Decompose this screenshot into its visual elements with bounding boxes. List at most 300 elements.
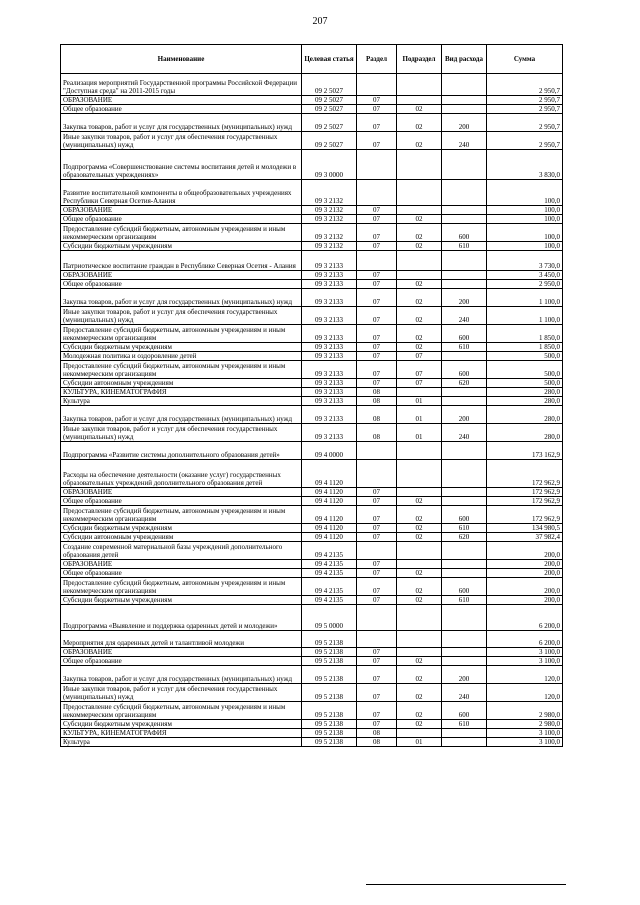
row-target: 09 4 0000: [302, 442, 357, 460]
table-row: [61, 442, 563, 460]
table-row: [61, 271, 563, 280]
row-target: 09 3 2133: [302, 397, 357, 406]
table-row: [61, 460, 563, 488]
row-section: [357, 605, 397, 631]
row-target: 09 5 2138: [302, 657, 357, 666]
row-target: 09 4 2135: [302, 569, 357, 578]
row-target: 09 5 2138: [302, 702, 357, 720]
row-subsection: 02: [397, 114, 442, 132]
row-name: Иные закупки товаров, работ и услуг для обеспечения государственных (муниципальных) нужд: [61, 424, 302, 442]
row-name: Предоставление субсидий бюджетным, автономным учреждениям и иным некоммерческим организациям: [61, 578, 302, 596]
table-row: [61, 666, 563, 684]
row-target: 09 4 2135: [302, 542, 357, 560]
row-subsection: 02: [397, 666, 442, 684]
row-target: 09 4 1120: [302, 524, 357, 533]
row-section: 07: [357, 488, 397, 497]
page-number: 207: [312, 16, 328, 27]
row-name: Расходы на обеспечение деятельности (оказание услуг) государственных образовательных учреждений дополнительного образования детей: [61, 460, 302, 488]
table-row: [61, 596, 563, 605]
header-name: Наименование: [61, 45, 302, 74]
table-row: [61, 74, 563, 96]
row-target: 09 3 2133: [302, 406, 357, 424]
row-subsection: 02: [397, 343, 442, 352]
row-name: Создание современной материальной базы учреждений дополнительного образования детей: [61, 542, 302, 560]
row-name: Общее образование: [61, 280, 302, 289]
table-row: [61, 280, 563, 289]
row-expense-type: 610: [442, 343, 487, 352]
table-row: [61, 738, 563, 747]
row-expense-type: 200: [442, 289, 487, 307]
row-expense-type: 620: [442, 533, 487, 542]
row-name: Предоставление субсидий бюджетным, автономным учреждениям и иным некоммерческим организациям: [61, 325, 302, 343]
row-name: ОБРАЗОВАНИЕ: [61, 206, 302, 215]
header-target: Целевая статья: [302, 45, 357, 74]
row-name: КУЛЬТУРА, КИНЕМАТОГРАФИЯ: [61, 729, 302, 738]
row-section: [357, 460, 397, 488]
row-expense-type: [442, 251, 487, 271]
row-amount: 2 950,7: [487, 74, 563, 96]
row-subsection: [397, 605, 442, 631]
row-amount: 100,0: [487, 180, 563, 206]
row-amount: 200,0: [487, 560, 563, 569]
row-expense-type: 240: [442, 132, 487, 150]
header-section: Раздел: [357, 45, 397, 74]
table-row: [61, 497, 563, 506]
row-section: 07: [357, 352, 397, 361]
row-expense-type: [442, 460, 487, 488]
row-name: Предоставление субсидий бюджетным, автономным учреждениям и иным некоммерческим организациям: [61, 224, 302, 242]
table-row: [61, 105, 563, 114]
row-name: Патриотическое воспитание граждан в Республике Северная Осетия - Алания: [61, 251, 302, 271]
row-expense-type: 240: [442, 684, 487, 702]
row-name: Общее образование: [61, 215, 302, 224]
table-row: [61, 631, 563, 648]
table-row: [61, 657, 563, 666]
table-row: [61, 242, 563, 251]
table-row: [61, 343, 563, 352]
row-section: [357, 150, 397, 180]
row-section: 07: [357, 271, 397, 280]
row-amount: 6 200,0: [487, 605, 563, 631]
row-target: 09 3 2133: [302, 271, 357, 280]
row-expense-type: [442, 605, 487, 631]
row-subsection: 02: [397, 224, 442, 242]
table-row: [61, 729, 563, 738]
table-row: [61, 648, 563, 657]
row-subsection: 07: [397, 361, 442, 379]
row-section: 07: [357, 648, 397, 657]
row-target: 09 4 2135: [302, 596, 357, 605]
row-section: 07: [357, 215, 397, 224]
table-row: [61, 424, 563, 442]
row-amount: 200,0: [487, 596, 563, 605]
row-expense-type: [442, 271, 487, 280]
row-section: 07: [357, 132, 397, 150]
row-target: 09 5 2138: [302, 738, 357, 747]
table-row: [61, 150, 563, 180]
table-row: [61, 307, 563, 325]
row-name: Общее образование: [61, 657, 302, 666]
row-expense-type: [442, 105, 487, 114]
row-subsection: [397, 180, 442, 206]
row-subsection: [397, 542, 442, 560]
row-subsection: 02: [397, 596, 442, 605]
row-section: 07: [357, 560, 397, 569]
row-amount: 173 162,9: [487, 442, 563, 460]
row-name: Иные закупки товаров, работ и услуг для обеспечения государственных (муниципальных) нужд: [61, 132, 302, 150]
row-amount: 172 962,9: [487, 460, 563, 488]
table-row: [61, 578, 563, 596]
row-name: Культура: [61, 738, 302, 747]
row-section: [357, 542, 397, 560]
row-target: 09 3 2132: [302, 206, 357, 215]
row-amount: 3 100,0: [487, 738, 563, 747]
row-subsection: [397, 150, 442, 180]
row-subsection: 02: [397, 524, 442, 533]
row-subsection: 02: [397, 325, 442, 343]
row-expense-type: 200: [442, 406, 487, 424]
row-target: 09 4 1120: [302, 460, 357, 488]
row-section: 08: [357, 424, 397, 442]
row-amount: 120,0: [487, 684, 563, 702]
row-amount: 37 982,4: [487, 533, 563, 542]
table-row: [61, 397, 563, 406]
row-expense-type: 240: [442, 424, 487, 442]
row-target: 09 3 2133: [302, 307, 357, 325]
row-amount: 3 450,0: [487, 271, 563, 280]
table-row: [61, 114, 563, 132]
row-section: 07: [357, 280, 397, 289]
row-target: 09 3 2133: [302, 280, 357, 289]
row-section: [357, 442, 397, 460]
row-amount: 280,0: [487, 406, 563, 424]
row-amount: 100,0: [487, 206, 563, 215]
row-expense-type: 600: [442, 578, 487, 596]
row-expense-type: [442, 488, 487, 497]
row-expense-type: [442, 738, 487, 747]
row-target: 09 3 2133: [302, 343, 357, 352]
table-header-row: [61, 45, 563, 74]
row-target: 09 2 5027: [302, 132, 357, 150]
table-row: [61, 684, 563, 702]
row-target: 09 3 2133: [302, 325, 357, 343]
table-row: [61, 506, 563, 524]
row-expense-type: [442, 96, 487, 105]
row-target: 09 2 5027: [302, 74, 357, 96]
row-amount: 100,0: [487, 242, 563, 251]
row-target: 09 3 2133: [302, 289, 357, 307]
row-name: Субсидии автономным учреждениям: [61, 379, 302, 388]
row-expense-type: [442, 280, 487, 289]
row-subsection: 02: [397, 242, 442, 251]
row-target: 09 2 5027: [302, 96, 357, 105]
row-section: 07: [357, 379, 397, 388]
row-target: 09 3 2132: [302, 224, 357, 242]
row-section: 07: [357, 325, 397, 343]
row-subsection: [397, 729, 442, 738]
row-target: 09 3 0000: [302, 150, 357, 180]
row-amount: 1 850,0: [487, 325, 563, 343]
row-expense-type: 610: [442, 720, 487, 729]
row-amount: 100,0: [487, 215, 563, 224]
row-expense-type: 240: [442, 307, 487, 325]
row-name: Общее образование: [61, 105, 302, 114]
table-row: [61, 542, 563, 560]
row-expense-type: 200: [442, 114, 487, 132]
row-name: КУЛЬТУРА, КИНЕМАТОГРАФИЯ: [61, 388, 302, 397]
row-target: 09 3 2132: [302, 215, 357, 224]
row-subsection: [397, 388, 442, 397]
row-subsection: [397, 96, 442, 105]
table-row: [61, 215, 563, 224]
row-amount: 172 962,9: [487, 497, 563, 506]
row-subsection: 02: [397, 280, 442, 289]
row-amount: 280,0: [487, 424, 563, 442]
row-expense-type: [442, 215, 487, 224]
row-expense-type: [442, 74, 487, 96]
row-subsection: 01: [397, 424, 442, 442]
row-section: 07: [357, 307, 397, 325]
row-amount: 2 950,7: [487, 132, 563, 150]
row-section: 07: [357, 206, 397, 215]
row-target: 09 3 2133: [302, 361, 357, 379]
row-amount: 200,0: [487, 542, 563, 560]
row-section: [357, 631, 397, 648]
row-amount: 6 200,0: [487, 631, 563, 648]
row-name: ОБРАЗОВАНИЕ: [61, 648, 302, 657]
table-row: [61, 560, 563, 569]
row-section: 07: [357, 702, 397, 720]
row-name: Общее образование: [61, 569, 302, 578]
row-amount: 3 100,0: [487, 657, 563, 666]
row-section: 07: [357, 224, 397, 242]
row-target: 09 4 1120: [302, 506, 357, 524]
row-amount: 3 730,0: [487, 251, 563, 271]
row-section: 07: [357, 242, 397, 251]
row-amount: 200,0: [487, 569, 563, 578]
row-target: 09 2 5027: [302, 105, 357, 114]
row-section: 07: [357, 569, 397, 578]
row-expense-type: [442, 180, 487, 206]
row-name: Субсидии автономным учреждениям: [61, 533, 302, 542]
row-target: 09 4 2135: [302, 578, 357, 596]
row-subsection: 01: [397, 738, 442, 747]
row-subsection: [397, 74, 442, 96]
row-amount: 500,0: [487, 361, 563, 379]
row-expense-type: 620: [442, 379, 487, 388]
row-name: Закупка товаров, работ и услуг для государственных (муниципальных) нужд: [61, 114, 302, 132]
row-subsection: 01: [397, 397, 442, 406]
row-amount: 120,0: [487, 666, 563, 684]
row-section: 08: [357, 729, 397, 738]
row-section: 07: [357, 578, 397, 596]
table-row: [61, 96, 563, 105]
table-row: [61, 720, 563, 729]
row-section: 08: [357, 738, 397, 747]
row-amount: 1 850,0: [487, 343, 563, 352]
table-row: [61, 352, 563, 361]
row-target: 09 5 2138: [302, 631, 357, 648]
row-target: 09 4 2135: [302, 560, 357, 569]
row-target: 09 3 2133: [302, 251, 357, 271]
row-expense-type: [442, 560, 487, 569]
row-name: ОБРАЗОВАНИЕ: [61, 96, 302, 105]
table-row: [61, 488, 563, 497]
header-expense-type: Вид расхода: [442, 45, 487, 74]
row-section: 08: [357, 388, 397, 397]
row-expense-type: [442, 657, 487, 666]
row-amount: 2 980,0: [487, 720, 563, 729]
row-target: 09 4 1120: [302, 497, 357, 506]
row-amount: 500,0: [487, 379, 563, 388]
row-amount: 3 100,0: [487, 729, 563, 738]
row-section: 07: [357, 524, 397, 533]
row-amount: 2 950,7: [487, 114, 563, 132]
row-section: 07: [357, 114, 397, 132]
row-section: 07: [357, 533, 397, 542]
row-section: 07: [357, 666, 397, 684]
row-name: Подпрограмма «Совершенствование системы воспитания детей и молодежи в образовательных учреждениях»: [61, 150, 302, 180]
row-section: 07: [357, 596, 397, 605]
row-name: Закупка товаров, работ и услуг для государственных (муниципальных) нужд: [61, 406, 302, 424]
row-expense-type: [442, 206, 487, 215]
row-subsection: [397, 631, 442, 648]
row-subsection: 02: [397, 657, 442, 666]
row-subsection: 02: [397, 215, 442, 224]
row-expense-type: [442, 631, 487, 648]
row-subsection: 02: [397, 105, 442, 114]
row-name: Общее образование: [61, 497, 302, 506]
row-amount: 280,0: [487, 388, 563, 397]
row-target: 09 5 2138: [302, 729, 357, 738]
row-target: 09 3 2132: [302, 242, 357, 251]
row-subsection: 02: [397, 289, 442, 307]
row-expense-type: 610: [442, 242, 487, 251]
row-name: Развитие воспитательной компоненты в общеобразовательных учреждениях Республики Северная Осетия-Алания: [61, 180, 302, 206]
row-section: 07: [357, 506, 397, 524]
row-subsection: 02: [397, 132, 442, 150]
table-row: [61, 224, 563, 242]
row-amount: 100,0: [487, 224, 563, 242]
row-section: 08: [357, 406, 397, 424]
table-row: [61, 605, 563, 631]
row-name: Предоставление субсидий бюджетным, автономным учреждениям и иным некоммерческим организациям: [61, 506, 302, 524]
header-subsection: Подраздел: [397, 45, 442, 74]
table-row: [61, 361, 563, 379]
header-amount: Сумма: [487, 45, 563, 74]
row-expense-type: 600: [442, 325, 487, 343]
row-subsection: 02: [397, 684, 442, 702]
row-section: 07: [357, 289, 397, 307]
row-name: Молодежная политика и оздоровление детей: [61, 352, 302, 361]
row-name: Подпрограмма «Развитие системы дополнительного образования детей»: [61, 442, 302, 460]
row-target: 09 5 2138: [302, 684, 357, 702]
row-amount: 2 980,0: [487, 702, 563, 720]
row-expense-type: 600: [442, 224, 487, 242]
row-amount: 172 962,9: [487, 488, 563, 497]
row-subsection: [397, 442, 442, 460]
row-target: 09 5 2138: [302, 666, 357, 684]
bottom-rule: [366, 884, 566, 885]
row-subsection: 02: [397, 569, 442, 578]
row-subsection: [397, 488, 442, 497]
row-expense-type: [442, 397, 487, 406]
row-target: 09 4 1120: [302, 533, 357, 542]
row-expense-type: 610: [442, 596, 487, 605]
row-subsection: 02: [397, 533, 442, 542]
row-amount: 1 100,0: [487, 307, 563, 325]
row-amount: 2 950,0: [487, 280, 563, 289]
table-row: [61, 251, 563, 271]
row-target: 09 5 2138: [302, 720, 357, 729]
row-section: [357, 180, 397, 206]
row-name: Предоставление субсидий бюджетным, автономным учреждениям и иным некоммерческим организациям: [61, 361, 302, 379]
row-expense-type: [442, 729, 487, 738]
row-expense-type: 600: [442, 361, 487, 379]
row-amount: 3 830,0: [487, 150, 563, 180]
row-subsection: 02: [397, 506, 442, 524]
row-name: Субсидии бюджетным учреждениям: [61, 343, 302, 352]
row-subsection: [397, 460, 442, 488]
row-subsection: [397, 560, 442, 569]
row-name: Субсидии бюджетным учреждениям: [61, 720, 302, 729]
row-target: 09 3 2133: [302, 424, 357, 442]
table-row: [61, 702, 563, 720]
table-row: [61, 132, 563, 150]
row-name: Реализация мероприятий Государственной программы Российской Федерации "Доступная среда" на 2011-2015 годы: [61, 74, 302, 96]
table-row: [61, 379, 563, 388]
table-row: [61, 180, 563, 206]
row-subsection: 02: [397, 497, 442, 506]
row-target: 09 5 0000: [302, 605, 357, 631]
row-name: Предоставление субсидий бюджетным, автономным учреждениям и иным некоммерческим организациям: [61, 702, 302, 720]
row-name: Субсидии бюджетным учреждениям: [61, 524, 302, 533]
row-target: 09 3 2132: [302, 180, 357, 206]
row-name: Иные закупки товаров, работ и услуг для обеспечения государственных (муниципальных) нужд: [61, 684, 302, 702]
row-expense-type: [442, 648, 487, 657]
row-subsection: 07: [397, 379, 442, 388]
row-subsection: 02: [397, 720, 442, 729]
row-amount: 1 100,0: [487, 289, 563, 307]
row-expense-type: [442, 388, 487, 397]
row-amount: 134 980,5: [487, 524, 563, 533]
table-row: [61, 325, 563, 343]
table-row: [61, 289, 563, 307]
table-body: [61, 74, 563, 747]
row-subsection: [397, 271, 442, 280]
row-expense-type: 600: [442, 506, 487, 524]
budget-table: [60, 44, 563, 747]
row-expense-type: 610: [442, 524, 487, 533]
row-section: [357, 251, 397, 271]
row-subsection: [397, 251, 442, 271]
row-section: [357, 74, 397, 96]
row-subsection: 02: [397, 702, 442, 720]
row-target: 09 3 2133: [302, 352, 357, 361]
row-name: Подпрограмма «Выявление и поддержка одаренных детей и молодежи»: [61, 605, 302, 631]
table-row: [61, 569, 563, 578]
row-expense-type: [442, 352, 487, 361]
row-name: Культура: [61, 397, 302, 406]
row-subsection: 07: [397, 352, 442, 361]
row-amount: 2 950,7: [487, 96, 563, 105]
row-section: 07: [357, 361, 397, 379]
row-section: 07: [357, 96, 397, 105]
row-expense-type: [442, 569, 487, 578]
row-section: 07: [357, 343, 397, 352]
row-section: 07: [357, 684, 397, 702]
row-subsection: 02: [397, 307, 442, 325]
